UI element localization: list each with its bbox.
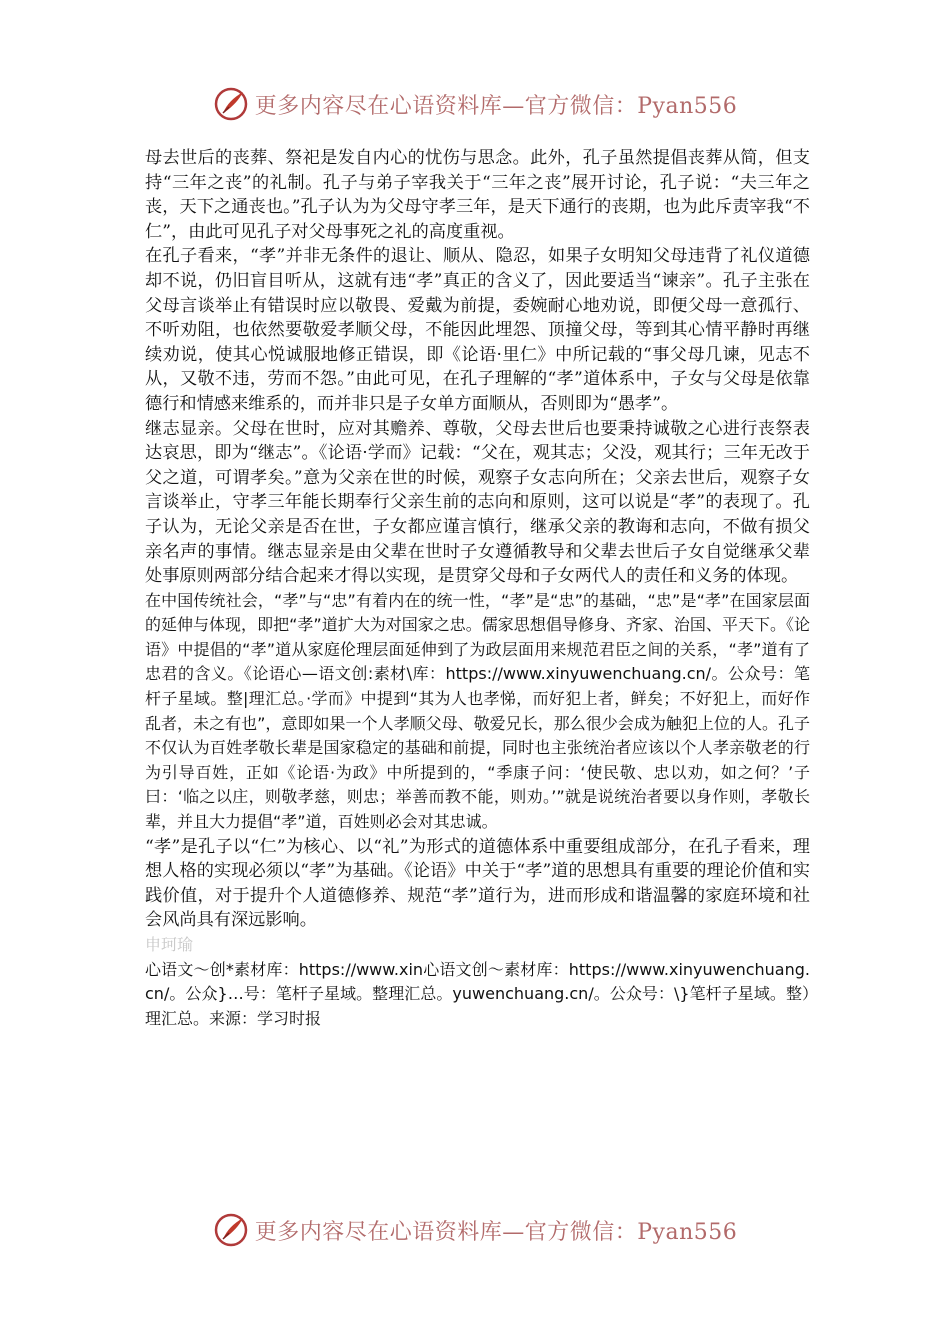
paragraph-filial-loyalty: 在中国传统社会，“孝”与“忠”有着内在的统一性，“孝”是“忠”的基础，“忠”是“孝”在国家层面的延伸与体现，即把“孝”道扩大为对国家之忠。儒家思想倡导修身、齐家、治国、平天下。《论语》中提倡的“孝”道从家庭伦理层面延伸到了为政层面用来规范君臣之间的关系，“孝”道有了忠君的含义。《论语心—语文创:素材\库：https://www.xinyuwenchuang.cn/。公众号：笔杆子星域。整|理汇总。·学而》中提到“其为人也孝悌，而好犯上者，鲜矣；不好犯上，而好作乱者，未之有也”，意即如果一个人孝顺父母、敬爱兄长，那么很少会成为触犯上位的人。孔子不仅认为百姓孝敬长辈是国家稳定的基础和前提，同时也主张统治者应该以个人孝亲敬老的行为引导百姓，正如《论语·为政》中所提到的，“季康子问：‘使民敬、忠以劝，如之何？’子曰：‘临之以庄，则敬孝慈，则忠；举善而教不能，则劝。’”就是说统治者要以身作则，孝敬长辈，并且大力提倡“孝”道，百姓则必会对其忠诚。: [145, 590, 810, 832]
paragraph-conclusion: “孝”是孔子以“仁”为核心、以“礼”为形式的道德体系中重要组成部分，在孔子看来，理想人格的实现必须以“孝”为基础。《论语》中关于“孝”道的思想具有重要的理论价值和实践价值，对于提升个人道德修养、规范“孝”道行为，进而形成和谐温馨的家庭环境和社会风尚具有深远影响。: [145, 836, 810, 931]
paragraph-remonstrating-parents: 在孔子看来，“孝”并非无条件的退让、顺从、隐忍，如果子女明知父母违背了礼仪道德却不说，仍旧盲目听从，这就有违“孝”真正的含义了，因此要适当“谏亲”。孔子主张在父母言谈举止有错误时应以敬畏、爱戴为前提，委婉耐心地劝说，即便父母一意孤行、不听劝阻，也依然要敬爱孝顺父母，不能因此埋怨、顶撞父母，等到其心情平静时再继续劝说，使其心悦诚服地修正错误，即《论语·里仁》中所记载的“事父母几谏，见志不从，又敬不违，劳而不怨。”由此可见，在孔子理解的“孝”道体系中，子女与父母是依靠德行和情感来维系的，而并非只是子女单方面顺从，否则即为“愚孝”。: [145, 246, 810, 414]
header-banner-text: 更多内容尽在心语资料库—官方微信：Pyan556: [254, 93, 738, 119]
paragraph-continuing-aspirations: 继志显亲。父母在世时，应对其赡养、尊敬，父母去世后也要秉持诚敬之心进行丧祭表达哀思，即为“继志”。《论语·学而》记载：“父在，观其志；父没，观其行；三年无改于父之道，可谓孝矣。”意为父亲在世的时候，观察子女志向所在；父亲去世后，观察子女言谈举止，守孝三年能长期奉行父亲生前的志向和原则，这可以说是“孝”的表现了。孔子认为，无论父亲是否在世，子女都应谨言慎行，继承父亲的教诲和志向，不做有损父亲名声的事情。继志显亲是由父辈在世时子女遵循教导和父辈去世后子女自觉继承父辈处事原则两部分结合起来才得以实现，是贯穿父母和子女两代人的责任和义务的体现。: [145, 418, 810, 587]
quill-pen-icon: [213, 1212, 249, 1248]
footer-banner: [0, 1208, 950, 1252]
source-note: 心语文～创*素材库：https://www.xin心语文创～素材库：https://www.xinyuwenchuang.cn/。公众}…号：笔杆子星域。整理汇总。yuwenchuang.cn/。公众号：\}笔杆子星域。整）理汇总。来源：学习时报: [145, 959, 810, 1028]
paragraph-mourning-rites: 母去世后的丧葬、祭祀是发自内心的忧伤与思念。此外，孔子虽然提倡丧葬从简，但支持“三年之丧”的礼制。孔子与弟子宰我关于“三年之丧”展开讨论，孔子说：“夫三年之丧，天下之通丧也。”孔子认为为父母守孝三年，是天下通行的丧期，也为此斥责宰我“不仁”，由此可见孔子对父母事死之礼的高度重视。: [145, 148, 810, 242]
quill-pen-icon: [213, 86, 249, 122]
article-body: [145, 146, 810, 1031]
author-name: 申珂瑜: [145, 935, 194, 954]
header-banner: [0, 82, 950, 126]
footer-banner-text: 更多内容尽在心语资料库—官方微信：Pyan556: [254, 1219, 738, 1245]
